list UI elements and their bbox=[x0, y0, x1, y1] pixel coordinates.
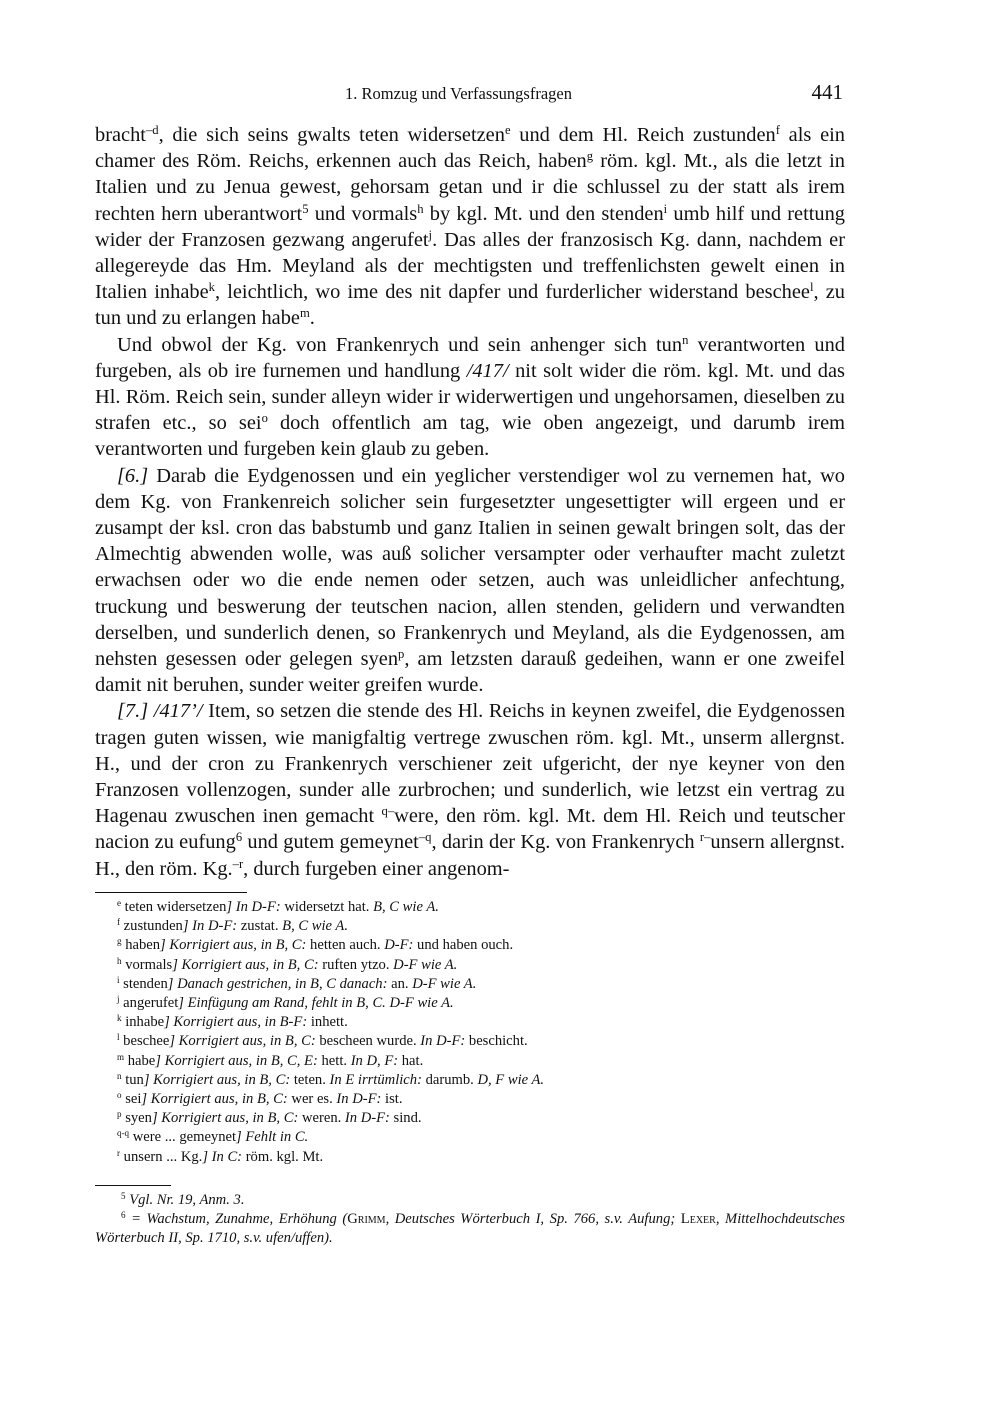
footnote-separator bbox=[95, 892, 247, 893]
footnote-separator bbox=[95, 1185, 171, 1186]
apparatus-note: $^p$ syen] Korrigiert aus, in B, C: weren. In D-F: sind. bbox=[117, 1109, 422, 1127]
running-title: 1. Romzug und Verfassungsfragen bbox=[345, 84, 572, 103]
apparatus-note: $^o$ sei] Korrigiert aus, in B, C: wer es. In D-F: ist. bbox=[117, 1090, 403, 1108]
paragraph: bracht$^{-d}$, die sich seins gwalts teten widersetzen$^e$ und dem Hl. Reich zustunden$^f$ als ein chamer des Röm. Reichs, erkennen auch das Reich, haben$^g$ röm. kgl. Mt., als die letzt in Italien und zu Jenua gewest, gehorsam getan und ir die schlussel zu der statt als irem rechten hern uberantwort$^5$ und vormals$^h$ by kgl. Mt. und den stenden$^i$ umb hilf und rettung wider der Franzosen gezwang angerufet$^j$. Das alles der franzosisch Kg. dann, nachdem er allegereyde das Hm. Meyland als der mechtigsten und treffenlichsten gewelt einen in Italien inhabe$^k$, leichtlich, wo ime des nit dapfer und furderlicher widerstand beschee$^l$, zu tun und zu erlangen habe$^m$. bbox=[95, 123, 845, 330]
apparatus-note: $^m$ habe] Korrigiert aus, in B, C, E: hett. In D, F: hat. bbox=[117, 1051, 424, 1069]
apparatus-note: $^i$ stenden] Danach gestrichen, in B, C danach: an. D-F wie A. bbox=[117, 974, 477, 992]
commentary-notes bbox=[95, 1191, 845, 1249]
apparatus-note: $^n$ tun] Korrigiert aus, in B, C: teten. In E irrtümlich: darumb. D, F wie A. bbox=[117, 1070, 545, 1088]
apparatus-note: $^r$ unsern ... Kg.] In C: röm. kgl. Mt. bbox=[117, 1147, 324, 1165]
commentary-note: $^5$ Vgl. Nr. 19, Anm. 3. bbox=[121, 1191, 245, 1208]
apparatus-note: $^k$ inhabe] Korrigiert aus, in B-F: inhett. bbox=[117, 1013, 348, 1031]
main-text bbox=[95, 122, 845, 882]
paragraph: [7.] /417’/ Item, so setzen die stende des Hl. Reichs in keynen zweifel, die Eydgenossen tragen guten wissen, wie manigfaltig vertrege zwuschen röm. kgl. Mt., unserm allergnst. H., und der cron zu Frankenrych verschiener zeit ufgericht, der nye keyner von den Franzosen vollenzogen, sunder alle zurbrochen; und sunderlich, wie letzst ein vertrag zu Hagenau zwuschen inen gemacht $^{q-}$were, den röm. kgl. Mt. dem Hl. Reich und teutscher nacion zu eufung$^6$ und gutem gemeynet$^{-q}$, darin der Kg. von Frankenrych $^{r-}$unsern allergnst. H., den röm. Kg.$^{-r}$, durch furgeben einer angenom- bbox=[95, 700, 846, 880]
commentary-note: $^6$ = Wachstum, Zunahme, Erhöhung (Grimm, Deutsches Wörterbuch I, Sp. 766, s.v. Aufung; Lexer, Mittelhochdeutsches Wörterbuch II, Sp. 1710, s.v. ufen/uffen). bbox=[95, 1210, 845, 1247]
apparatus-note: $^l$ beschee] Korrigiert aus, in B, C: bescheen wurde. In D-F: beschicht. bbox=[117, 1032, 528, 1050]
textual-apparatus bbox=[95, 898, 845, 1167]
apparatus-note: $^e$ teten widersetzen] In D-F: widersetzt hat. B, C wie A. bbox=[117, 898, 439, 915]
paragraph: [6.] Darab die Eydgenossen und ein yeglicher verstendiger wol zu vernemen hat, wo dem Kg. von Frankenreich solicher sein furgesetzter ungesettigter will ergeen und er zusampt der ksl. cron das babstumb und ganz Italien in seinen gewalt bringen solt, das der Almechtig abwenden wolle, was auß solicher versampter oder verhaufter macht zuletzt erwachsen oder wo die ende nemen oder setzen, auch was unleidlicher anfechtung, truckung und beswerung der teutschen nacion, allen stenden, gelidern und verwandten derselben, und sunderlich denen, so Frankenrych und Meyland, als die Eydgenossen, am nehsten gesessen oder gelegen syen$^p$, am letzsten darauß gedeihen, wann er one zweifel damit nit beruhen, sunder weiter greifen wurde. bbox=[95, 464, 845, 697]
page-number: 441 bbox=[811, 80, 843, 104]
apparatus-note: $^f$ zustunden] In D-F: zustat. B, C wie A. bbox=[117, 917, 348, 935]
apparatus-note: $^g$ haben] Korrigiert aus, in B, C: hetten auch. D-F: und haben ouch. bbox=[117, 936, 514, 954]
paragraph: Und obwol der Kg. von Frankenrych und sein anhenger sich tun$^n$ verantworten und furgeben, als ob ire furnemen und handlung /417/ nit solt wider die röm. kgl. Mt. und das Hl. Röm. Reich sein, sunder alleyn wider ir widerwertigen und ungehorsamen, dieselben zu strafen etc., so sei$^o$ doch offentlich am tag, wie oben angezeigt, und darumb irem verantworten und furgeben kein glaub zu geben. bbox=[95, 332, 845, 461]
page-header bbox=[95, 80, 845, 108]
apparatus-note: $^{q-q}$ were ... gemeynet] Fehlt in C. bbox=[117, 1128, 309, 1146]
apparatus-note: $^h$ vormals] Korrigiert aus, in B, C: ruften ytzo. D-F wie A. bbox=[117, 955, 458, 973]
apparatus-note: $^j$ angerufet] Einfügung am Rand, fehlt in B, C. D-F wie A. bbox=[117, 994, 454, 1012]
